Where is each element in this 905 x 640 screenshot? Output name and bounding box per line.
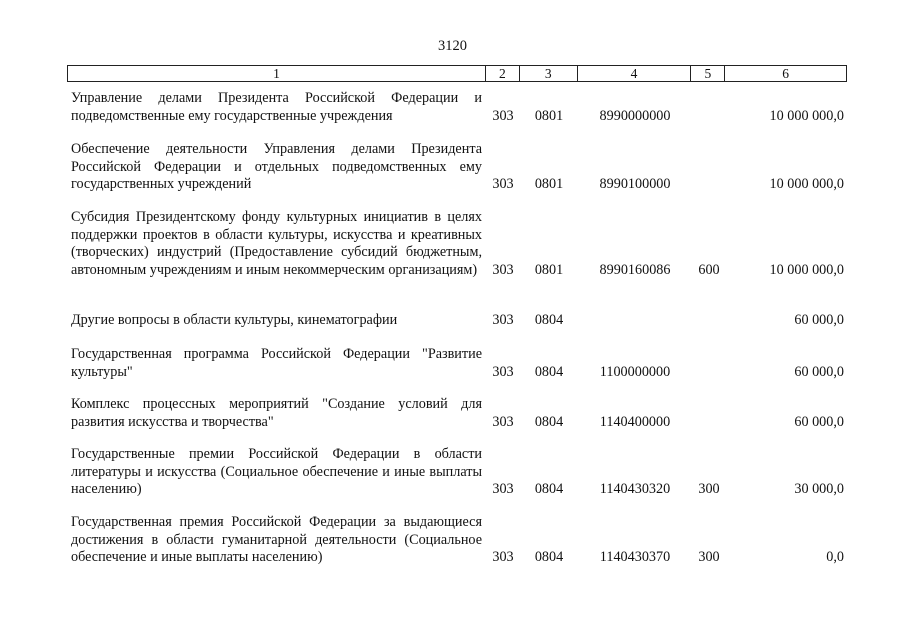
row-amount: 60 000,0 bbox=[794, 312, 844, 328]
row-section-code: 0801 bbox=[534, 107, 564, 124]
row-ministry-code: 303 bbox=[492, 363, 514, 380]
row-section-code: 0804 bbox=[534, 312, 564, 328]
table-row bbox=[67, 446, 847, 499]
page-number: 3120 bbox=[438, 38, 467, 54]
row-ministry-code: 303 bbox=[492, 107, 514, 124]
row-target-code: 1140400000 bbox=[599, 413, 671, 430]
table-row bbox=[67, 209, 847, 279]
table-header bbox=[67, 65, 847, 82]
table-row bbox=[67, 514, 847, 567]
row-section-code: 0804 bbox=[534, 413, 564, 430]
row-section-code: 0804 bbox=[534, 549, 564, 565]
row-section-code: 0801 bbox=[534, 261, 564, 278]
header-col-4: 4 bbox=[578, 66, 692, 81]
row-section-code: 0801 bbox=[534, 176, 564, 192]
header-col-3: 3 bbox=[520, 66, 578, 81]
row-amount: 60 000,0 bbox=[794, 363, 844, 380]
row-description: Другие вопросы в области культуры, кинематографии bbox=[71, 312, 398, 328]
row-expense-type: 300 bbox=[698, 481, 720, 497]
row-description: Государственная программа Российской Федерации "Развитие культуры" bbox=[71, 346, 482, 380]
table-row bbox=[67, 346, 847, 381]
row-target-code: 8990160086 bbox=[599, 261, 671, 278]
header-col-1: 1 bbox=[68, 66, 486, 81]
header-col-6: 6 bbox=[782, 66, 790, 81]
row-description: Субсидия Президентскому фонду культурных инициатив в целях поддержки проектов в области культуры, искусства и креативных (творческих) индустрий (Предоставление субсидий бюджетным, автономным учреждениям и иным некоммерческим организациям) bbox=[71, 209, 482, 278]
row-target-code: 1140430320 bbox=[599, 481, 671, 497]
row-description: Государственная премия Российской Федерации за выдающиеся достижения в области гуманитарной деятельности (Социальное обеспечение и иные выплаты населению) bbox=[71, 514, 482, 565]
header-col-5: 5 bbox=[691, 66, 725, 81]
row-target-code: 1140430370 bbox=[599, 549, 671, 565]
table-row bbox=[67, 141, 847, 194]
row-amount: 0,0 bbox=[826, 549, 844, 565]
row-ministry-code: 303 bbox=[492, 413, 514, 430]
row-ministry-code: 303 bbox=[492, 481, 514, 497]
row-expense-type: 300 bbox=[698, 549, 720, 565]
row-expense-type: 600 bbox=[698, 261, 720, 278]
row-target-code: 8990100000 bbox=[599, 176, 671, 192]
row-amount: 10 000 000,0 bbox=[769, 261, 844, 278]
row-description: Государственные премии Российской Федерации в области литературы и искусства (Социальное обеспечение и иные выплаты населению) bbox=[71, 446, 482, 497]
row-amount: 10 000 000,0 bbox=[769, 176, 844, 192]
table-row bbox=[67, 312, 847, 330]
table-row bbox=[67, 90, 847, 125]
row-amount: 30 000,0 bbox=[794, 481, 844, 497]
row-target-code: 1100000000 bbox=[599, 363, 671, 380]
row-ministry-code: 303 bbox=[492, 261, 514, 278]
row-description: Комплекс процессных мероприятий "Создание условий для развития искусства и творчества" bbox=[71, 396, 482, 430]
header-col-2: 2 bbox=[486, 66, 520, 81]
row-section-code: 0804 bbox=[534, 363, 564, 380]
row-amount: 10 000 000,0 bbox=[769, 107, 844, 124]
row-description: Управление делами Президента Российской Федерации и подведомственные ему государственные учреждения bbox=[71, 90, 482, 124]
row-section-code: 0804 bbox=[534, 481, 564, 497]
row-amount: 60 000,0 bbox=[794, 413, 844, 430]
row-ministry-code: 303 bbox=[492, 549, 514, 565]
row-description: Обеспечение деятельности Управления делами Президента Российской Федерации и отдельных подведомственных ему государственных учреждений bbox=[71, 141, 482, 192]
row-ministry-code: 303 bbox=[492, 176, 514, 192]
row-ministry-code: 303 bbox=[492, 312, 514, 328]
row-target-code: 8990000000 bbox=[599, 107, 671, 124]
table-row bbox=[67, 396, 847, 431]
